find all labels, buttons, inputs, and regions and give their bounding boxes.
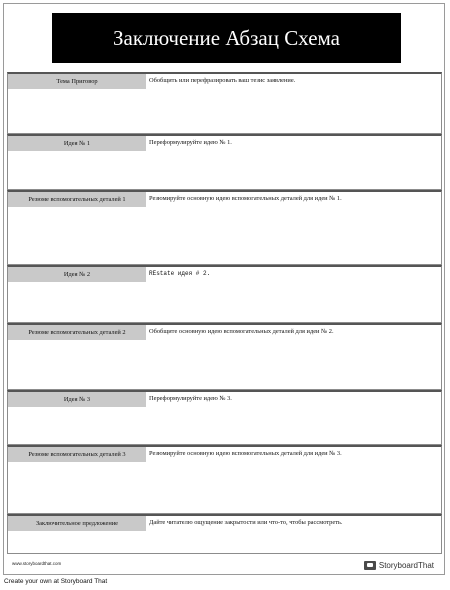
worksheet [3,3,445,575]
section-concluding-sentence[interactable] [7,514,442,554]
footer-url[interactable]: www.storyboardthat.com [12,561,62,566]
section-prompt: Переформулируйте идею № 1. [149,139,232,146]
brand-name: StoryboardThat [378,561,434,570]
section-prompt: Переформулируйте идею № 3. [149,395,232,402]
section-topic-sentence[interactable] [7,72,442,134]
section-label: Тема Приговор [8,74,146,89]
section-prompt: Обобщите основную идею вспомогательных деталей для идеи № 2. [149,328,334,335]
section-label: Идея № 2 [8,267,146,282]
section-prompt: Обобщить или перефразировать ваш тезис заявление. [149,77,296,84]
section-label: Резюме вспомогательных деталей 1 [8,192,146,207]
section-label: Идея № 1 [8,136,146,151]
section-idea-1[interactable] [7,134,442,190]
create-your-own-link[interactable]: Create your own at Storyboard That [4,578,108,585]
section-summary-3[interactable] [7,445,442,514]
section-prompt: Резюмируйте основную идею вспомогательных деталей для идеи № 3. [149,450,342,457]
section-summary-2[interactable] [7,323,442,390]
storyboardthat-logo-icon [364,561,376,570]
section-label: Идея № 3 [8,392,146,407]
section-label: Резюме вспомогательных деталей 3 [8,447,146,462]
section-prompt: REstate идея # 2. [149,270,211,277]
section-prompt: Резюмируйте основную идею вспомогательных деталей для идеи № 1. [149,195,342,202]
section-label: Резюме вспомогательных деталей 2 [8,325,146,340]
section-idea-2[interactable] [7,265,442,323]
section-summary-1[interactable] [7,190,442,265]
section-label: Заключительное предложение [8,516,146,531]
section-prompt: Дайте читателю ощущение закрытости или что-то, чтобы рассмотреть. [149,519,343,526]
brand-logo [364,561,434,570]
worksheet-title: Заключение Абзац Схема [52,13,401,63]
section-idea-3[interactable] [7,390,442,445]
